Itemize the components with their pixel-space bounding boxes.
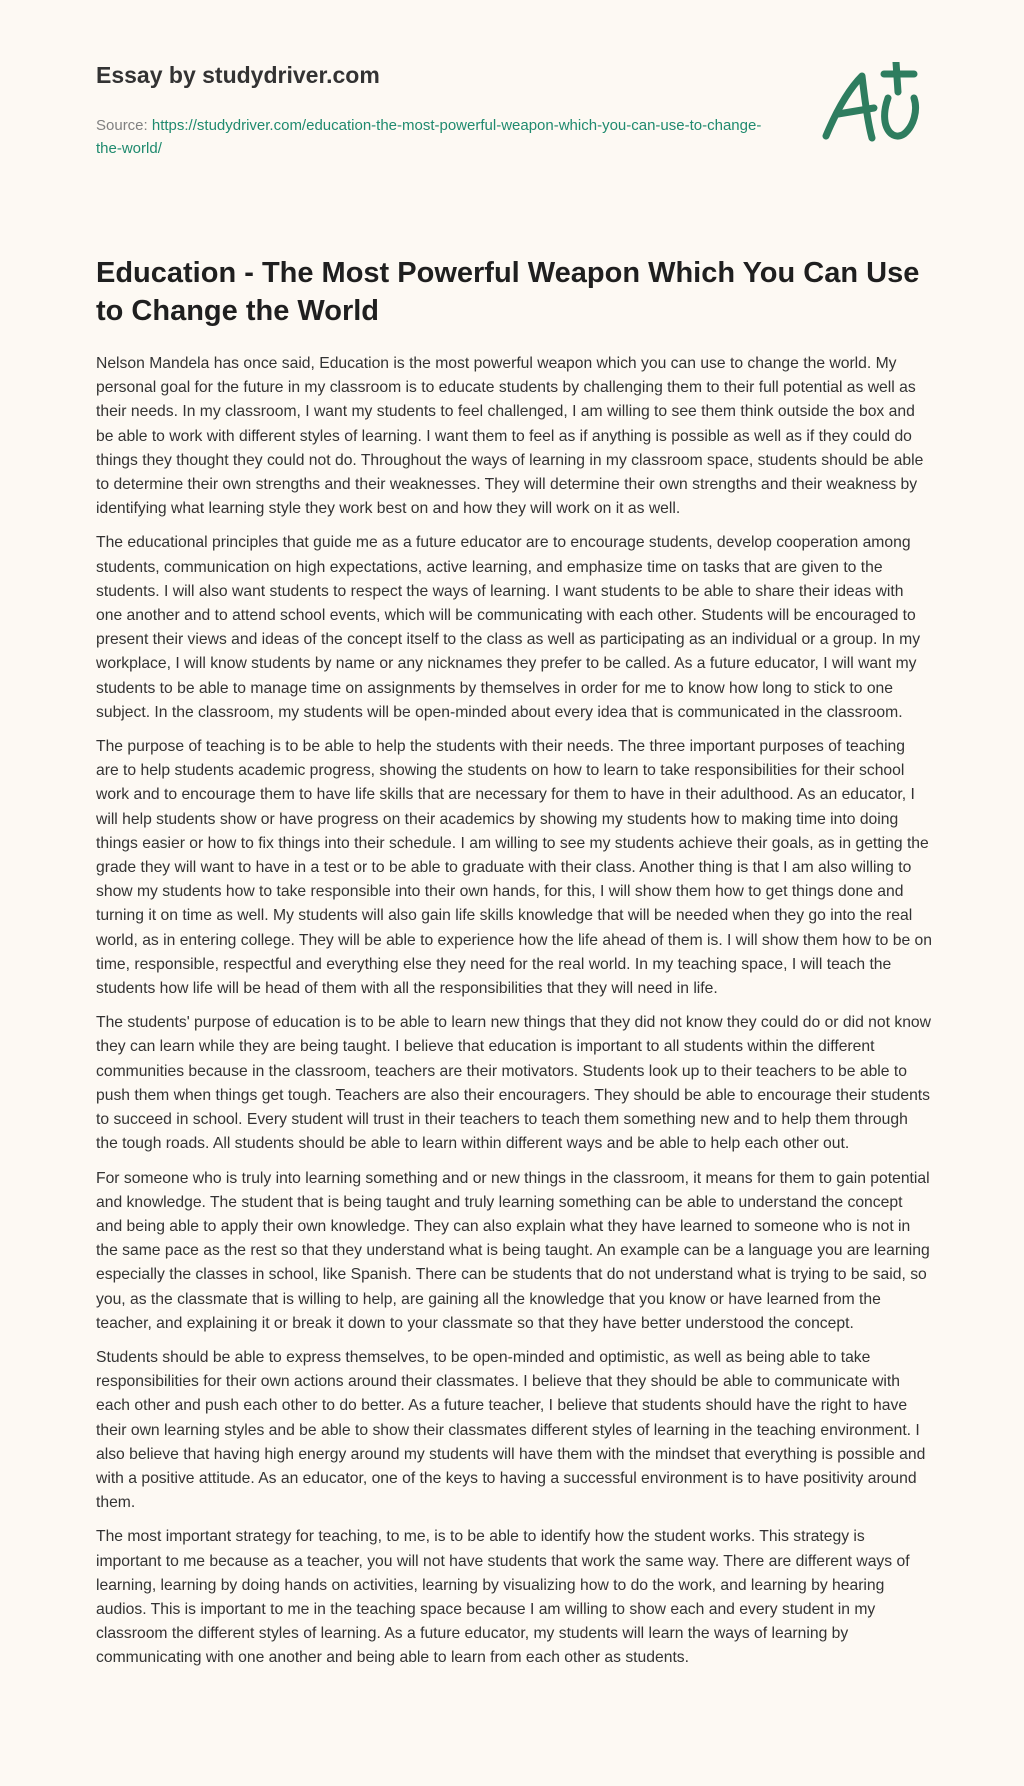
article-paragraph: The students' purpose of education is to be able to learn new things that they did not know they could do or did not know they can learn while they are being taught. I believe that education is important to all students within the different communities because in the classroom, teachers are their motivators. Students look up to their teachers to be able to push them when things get tough. Teachers are also their encouragers. They should be able to encourage their students to succeed in school. Every student will trust in their teachers to teach them something new and to help them through the tough roads. All students should be able to learn within different ways and be able to help each other out.	[96, 1014, 931, 1153]
source-label: Source:	[96, 117, 152, 134]
article-paragraph: Students should be able to express themselves, to be open-minded and optimistic, as well as being able to take responsibilities for their own actions around their classmates. I believe that they should be able to communicate with each other and push each other to do better. As a future teacher, I believe that students should have the right to have their own learning styles and be able to show their classmates different styles of learning in the teaching environment. I also believe that having high energy around my students will have them with the mindset that everything is possible and with a positive attitude. As an educator, one of the keys to having a successful environment is to have positivity around them.	[96, 1348, 926, 1512]
page-header	[96, 60, 776, 160]
site-title: Essay by studydriver.com	[96, 62, 380, 88]
a-plus-grade-icon	[818, 62, 938, 172]
article	[96, 254, 932, 1681]
source-link[interactable]: https://studydriver.com/education-the-most-powerful-weapon-which-you-can-use-to-change-the-world/	[96, 117, 762, 157]
article-paragraph: Nelson Mandela has once said, Education is the most powerful weapon which you can use to change the world. My personal goal for the future in my classroom is to educate students by challenging them to their full potential as well as their needs. In my classroom, I want my students to feel challenged, I am willing to see them think outside the box and be able to work with different styles of learning. I want them to feel as if anything is possible as well as if they could do things they thought they could not do. Throughout the ways of learning in my classroom space, students should be able to determine their own strengths and their weaknesses. They will determine their own strengths and their weakness by identifying what learning style they work best on and how they will work on it as well.	[96, 355, 924, 518]
source-line	[96, 114, 776, 160]
article-title: Education - The Most Powerful Weapon Which You Can Use to Change the World	[96, 257, 920, 327]
article-paragraph: For someone who is truly into learning something and or new things in the classroom, it means for them to gain potential and knowledge. The student that is being taught and truly learning something can be able to understand the concept and being able to apply their own knowledge. They can also explain what they have learned to someone who is not in the same pace as the rest so that they understand what is being taught. An example can be a language you are learning especially the classes in school, like Spanish. There can be students that do not understand what is trying to be said, so you, as the classmate that is willing to help, are gaining all the knowledge that you know or have learned from the teacher, and explaining it or break it down to your classmate so that they have better understood the concept.	[96, 1169, 930, 1332]
article-paragraph: The most important strategy for teaching, to me, is to be able to identify how the student works. This strategy is important to me because as a teacher, you will not have students that work the same way. There are different ways of learning, learning by doing hands on activities, learning by visualizing how to do the work, and learning by hearing audios. This is important to me in the teaching space because I am willing to show each and every student in my classroom the different styles of learning. As a future educator, my students will learn the ways of learning by communicating with one another and being able to learn from each other as students.	[96, 1528, 910, 1667]
article-paragraph: The purpose of teaching is to be able to help the students with their needs. The three important purposes of teaching are to help students academic progress, showing the students on how to learn to take responsibilities for their school work and to encourage them to have life skills that are necessary for them to have in their adulthood. As an educator, I will help students show or have progress on their academics by showing my students how to making time into doing things easier or how to fix things into their schedule. I am willing to see my students achieve their goals, as in getting the grade they will want to have in a test or to be able to graduate with their class. Another thing is that I am also willing to show my students how to take responsible into their own hands, for this, I will show them how to get things done and turning it on time as well. My students will also gain life skills knowledge that will be needed when they go into the real world, as in entering college. They will be able to experience how the life ahead of them is. I will show them how to be on time, responsible, respectful and everything else they need for the real world. In my teaching space, I will teach the students how life will be head of them with all the responsibilities that they will need in life.	[96, 738, 932, 998]
article-paragraph: The educational principles that guide me as a future educator are to encourage students, develop cooperation among students, communication on high expectations, active learning, and emphasize time on tasks that are given to the students. I will also want students to respect the ways of learning. I want students to be able to share their ideas with one another and to attend school events, which will be communicating with each other. Students will be encouraged to present their views and ideas of the concept itself to the class as well as participating as an individual or a group. In my workplace, I will know students by name or any nicknames they prefer to be called. As a future educator, I will want my students to be able to manage time on assignments by themselves in order for me to know how long to stick to one subject. In the classroom, my students will be open-minded about every idea that is communicated in the classroom.	[96, 534, 921, 721]
